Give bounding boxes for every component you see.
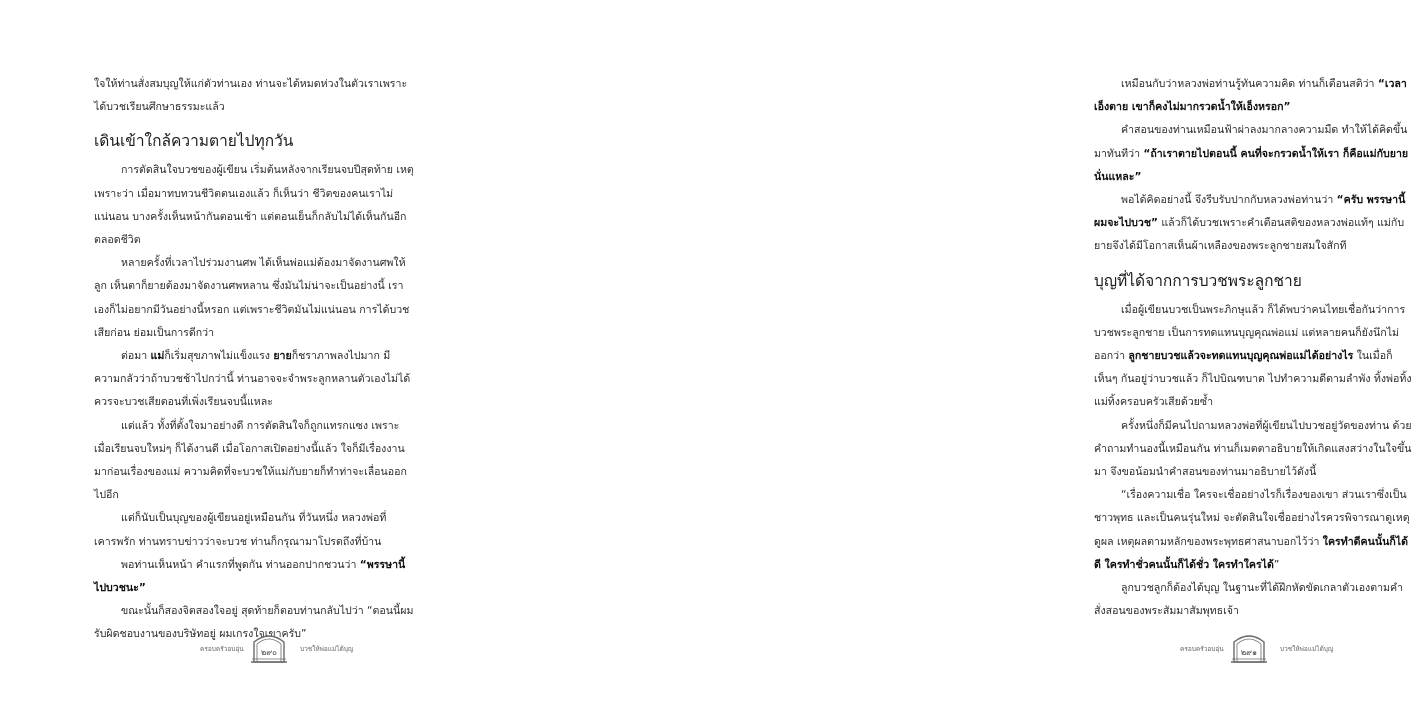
book-title-label: บวชให้พ่อแม่ได้บุญ (1280, 645, 1334, 653)
right-page-text (1094, 73, 1414, 623)
body-text: ลูกบวชลูกก็ต้องได้บุญ ในฐานะที่ได้ฝึกหัดขัดเกลาตัวเองตามคำสั่งสอนของพระสัมมาสัมพุทธเจ้า (1094, 582, 1404, 618)
page-number: ๒๙๑ (1240, 648, 1258, 657)
body-text: ครั้งหนึ่งก็มีคนไปถามหลวงพ่อที่ผู้เขียนไปบวชอยู่วัดของท่าน ด้วยคำถามทำนองนี้เหมือนกัน ท่านก็เมตตาอธิบายให้เกิดแสงสว่างในใจขึ้นมา จึงขอน้อมนำคำสอนของท่านมาอธิบายไว้ดังนี้ (1094, 419, 1412, 479)
paragraph (1094, 119, 1414, 189)
body-text: พอได้คิดอย่างนี้ จึงรีบรับปากกับหลวงพ่อท่านว่า (1121, 194, 1337, 207)
body-text: ” (1273, 558, 1280, 571)
body-text: แต่ก็นับเป็นบุญของผู้เขียนอยู่เหมือนกัน ที่วันหนึ่ง หลวงพ่อที่เคารพรัก ท่านทราบข่าวว่าจะบวช ท่านก็กรุณามาโปรดถึงที่บ้าน (94, 512, 387, 548)
emphasized-text: ใครทำดีคนนั้นก็ได้ดี ใครทำชั่วคนนั้นก็ได้ชั่ว ใครทำใครได้ (1094, 535, 1408, 571)
section-heading: เดินเข้าใกล้ความตายไปทุกวัน (94, 132, 294, 151)
body-text: ใจให้ท่านสั่งสมบุญให้แก่ตัวท่านเอง ท่านจะได้หมดห่วงในตัวเราเพราะได้บวชเรียนศึกษาธรรมะแล้ว (94, 78, 408, 114)
page-number-emblem (1228, 632, 1270, 664)
body-text: การตัดสินใจบวชของผู้เขียน เริ่มต้นหลังจากเรียนจบปีสุดท้าย เหตุเพราะว่า เมื่อมาทบทวนชีวิตตนเองแล้ว ก็เห็นว่า ชีวิตของคนเราไม่แน่นอน บางครั้งเห็นหน้ากันตอนเช้า แต่ตอนเย็นก็กลับไม่ได้เห็นกันอีกตลอดชีวิต (94, 164, 414, 247)
paragraph (1094, 189, 1414, 259)
body-text: ขณะนั้นก็สองจิตสองใจอยู่ สุดท้ายก็ตอบท่านกลับไปว่า “ตอนนี้ผมรับผิดชอบงานของบริษัทอยู่ ผมเกรงใจเขาครับ” (94, 605, 414, 641)
left-page-text (94, 73, 414, 647)
body-text: ก็ชราภาพลงไปมาก มีความกลัวว่าถ้าบวชช้าไปกว่านี้ ท่านอาจจะจำพระลูกหลานตัวเองไม่ได้ ควรจะบวชเสียตอนที่เพิ่งเรียนจบนี้แหละ (94, 350, 411, 409)
right-page-footer (1180, 632, 1340, 666)
body-text: เหมือนกับว่าหลวงพ่อท่านรู้ทันความคิด ท่านก็เตือนสติว่า (1121, 78, 1378, 90)
body-text: เมื่อผู้เขียนบวชเป็นพระภิกษุแล้ว ก็ได้พบว่าคนไทยเชื่อกันว่าการบวชพระลูกชาย เป็นการทดแทนบุญคุณพ่อแม่ แต่หลายคนก็ยังนึกไม่ออกว่า (1094, 303, 1406, 363)
body-text: แต่แล้ว ทั้งที่ตั้งใจมาอย่างดี การตัดสินใจก็ถูกแทรกแซง เพราะเมื่อเรียนจบใหม่ๆ ก็ได้งานดี เมื่อโอกาสเปิดอย่างนี้แล้ว ใจก็มีเรื่องงานมาก่อนเรื่องของแม่ ความคิดที่จะบวชให้แม่กับยายก็ทำท่าจะเลื่อนออกไปอีก (94, 419, 407, 502)
paragraph (1094, 577, 1414, 623)
book-series-label: ครอบครัวอบอุ่น (200, 645, 244, 653)
emphasized-text: “ครับ พรรษานี้ ผมจะไปบวช” (1094, 194, 1406, 230)
emphasized-text: ยาย (273, 350, 292, 363)
body-text: คำสอนของท่านเหมือนฟ้าผ่าลงมากลางความมืด ทำให้ได้คิดขึ้นมาทันทีว่า (1094, 124, 1408, 160)
body-text: หลายครั้งที่เวลาไปร่วมงานศพ ได้เห็นพ่อแม่ต้องมาจัดงานศพให้ลูก เห็นตาก็ยายต้องมาจัดงานศพหลาน ซึ่งมันไม่น่าจะเป็นอย่างนี้ เราเองก็ไม่อยากมีวันอย่างนี้หรอก แต่เพราะชีวิตมันไม่แน่นอน การได้บวชเสียก่อน ย่อมเป็นการดีกว่า (94, 257, 410, 339)
paragraph (1094, 415, 1414, 485)
book-series-label: ครอบครัวอบอุ่น (1180, 645, 1224, 653)
emphasized-text: ลูกชายบวชแล้วจะทดแทนบุญคุณพ่อแม่ได้อย่างไร (1128, 350, 1354, 363)
paragraph (94, 554, 414, 600)
left-page-footer (200, 632, 360, 666)
emphasized-text: “ถ้าเราตายไปตอนนี้ คนที่จะกรวดน้ำให้เรา ก็คือแม่กับยายนั่นแหละ” (1094, 147, 1409, 183)
body-text: “เรื่องความเชื่อ ใครจะเชื่ออย่างไรก็เรื่องของเขา ส่วนเราซึ่งเป็นชาวพุทธ และเป็นคนรุ่นใหม่ จะตัดสินใจเชื่ออย่างไรควรพิจารณาดูเหตุดูผล เหตุผลตามหลักของพระพุทธศาสนาบอกไว้ว่า (1094, 489, 1410, 548)
paragraph (1094, 484, 1414, 577)
page-number-emblem (248, 632, 290, 664)
paragraph (94, 345, 414, 415)
body-text: แล้วก็ได้บวชเพราะคำเตือนสติของหลวงพ่อแท้ๆ แม่กับยายจึงได้มีโอกาสเห็นผ้าเหลืองของพระลูกชายสมใจสักที (1094, 217, 1405, 253)
paragraph (1094, 73, 1414, 119)
paragraph (94, 73, 414, 119)
paragraph (94, 415, 414, 508)
left-page (0, 0, 500, 707)
paragraph (94, 507, 414, 553)
paragraph (1094, 299, 1414, 415)
emphasized-text: แม่ (150, 350, 165, 363)
section-heading: บุญที่ได้จากการบวชพระลูกชาย (1094, 271, 1302, 290)
body-text: ก็เริ่มสุขภาพไม่แข็งแรง (164, 350, 274, 363)
emphasized-text: “เวลาเอ็งตาย เขาก็คงไม่มากรวดน้ำให้เอ็งหรอก” (1094, 78, 1407, 114)
body-text: ในเมื่อก็เห็นๆ กันอยู่ว่าบวชแล้ว ก็ไปบิณฑบาต ไปทำความดีตามลำพัง ทิ้งพ่อทิ้งแม่ทิ้งครอบครัวเสียด้วยซ้ำ (1094, 350, 1412, 409)
right-page (500, 0, 1412, 707)
paragraph (94, 252, 414, 345)
book-title-label: บวชให้พ่อแม่ได้บุญ (300, 645, 354, 653)
paragraph (94, 159, 414, 252)
page-number: ๒๙๐ (260, 648, 278, 657)
body-text: ต่อมา (121, 350, 151, 363)
body-text: พอท่านเห็นหน้า คำแรกที่พูดกัน ท่านออกปากชวนว่า (121, 558, 360, 571)
emphasized-text: “พรรษานี้ไปบวชนะ” (94, 558, 406, 595)
